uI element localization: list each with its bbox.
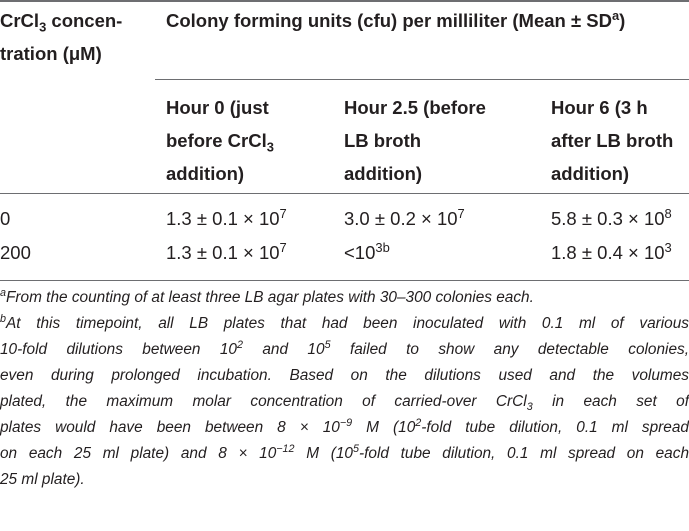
- footnote-b-line: on each 25 ml plate) and $8 \times 10^{-12}$ M ($10^5$-fold tube dilution, 0.1 ml spread on each: [0, 442, 689, 462]
- footnote-b-line: $^b$At this timepoint, all LB plates that had been inoculated with 0.1 ml of various: [0, 312, 689, 332]
- col-header-hour-2-5: Hour 2.5 (before LB broth addition): [344, 97, 486, 184]
- footnote-b-line: even during prolonged incubation. Based on the dilutions used and the volumes: [0, 367, 689, 384]
- footnote-b-line: 10-fold dilutions between $10^2$ and $10^5$ failed to show any detectable colonies,: [0, 338, 689, 358]
- col-header-hour-0: Hour 0 (just before CrCl$_3$ addition): [166, 97, 274, 184]
- cell-concentration: 200: [0, 242, 31, 263]
- group-header-rule: [155, 79, 689, 80]
- cell-hour-6: $5.8 \pm 0.3 \times 10^8$: [551, 205, 672, 229]
- footnote-a: $^a$From the counting of at least three LB agar plates with 30–300 colonies each.: [0, 286, 534, 306]
- footnote-b-line: 25 ml plate).: [0, 471, 85, 488]
- cell-hour-6: $1.8 \pm 0.4 \times 10^3$: [551, 239, 672, 263]
- header-bottom-rule: [0, 193, 689, 194]
- cell-hour-2-5: $<10^{3b}$: [344, 239, 390, 263]
- footnote-b-line: plated, the maximum molar concentration of carried-over CrCl$_3$ in each set of: [0, 393, 689, 414]
- footnote-b-line: plates would have been between $8 \times 10^{-9}$ M ($10^2$-fold tube dilution, 0.1 ml spread: [0, 416, 689, 436]
- cell-hour-2-5: $3.0 \pm 0.2 \times 10^7$: [344, 205, 465, 229]
- col-header-concentration: CrCl$_3$ concen- tration (μM): [0, 10, 123, 64]
- cell-hour-0: $1.3 \pm 0.1 \times 10^7$: [166, 205, 287, 229]
- col-header-hour-6: Hour 6 (3 h after LB broth addition): [551, 97, 674, 184]
- group-header-cfu: Colony forming units (cfu) per milliliter (Mean ± $SD^a$): [166, 7, 626, 31]
- cell-concentration: 0: [0, 208, 11, 229]
- cell-hour-0: $1.3 \pm 0.1 \times 10^7$: [166, 239, 287, 263]
- top-rule: [0, 0, 689, 2]
- table-bottom-rule: [0, 280, 689, 281]
